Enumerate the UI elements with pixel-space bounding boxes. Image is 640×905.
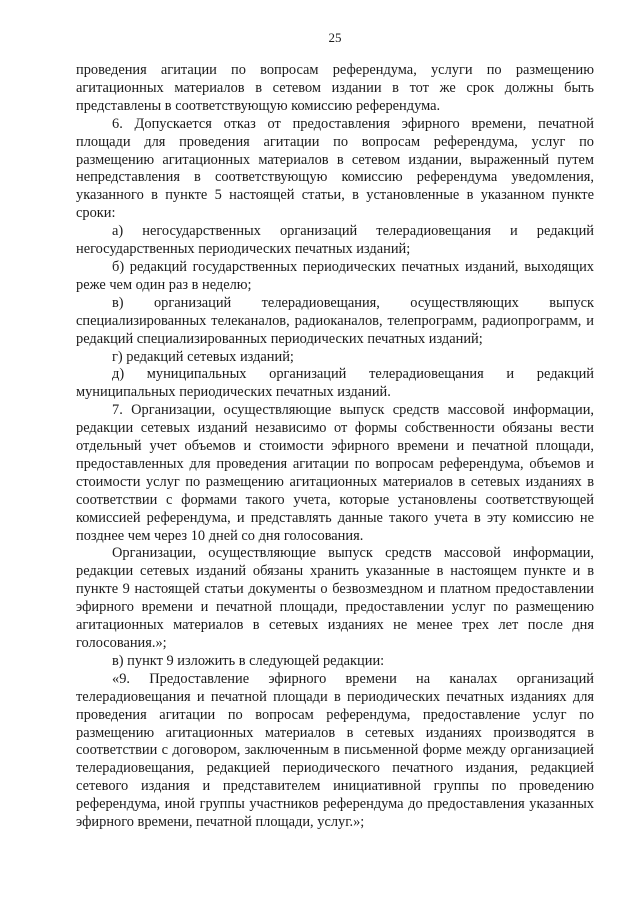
paragraph-continuation: проведения агитации по вопросам референдума, услуги по размещению агитационных материалов в сетевом издании в тот же срок должны быть представлены в соответствующую комиссию референдума. [76, 62, 594, 114]
paragraph-item-d: д) муниципальных организаций телерадиовещания и редакций муниципальных периодических печатных изданий. [76, 366, 594, 401]
paragraph-amendment-intro: в) пункт 9 изложить в следующей редакции: [112, 652, 385, 669]
paragraph-clause-9: «9. Предоставление эфирного времени на каналах организаций телерадиовещания и печатной площади в периодических печатных изданиях для проведения агитации по вопросам референдума, предоставление услуг по размещению агитационных материалов в сетевых изданиях производятся в соответствии с договором, заключенным в письменной форме между организацией телерадиовещания, редакцией периодического печатного издания, редакцией сетевого издания и представителем инициативной группы по проведению референдума, иной группы участников референдума до предоставления указанных эфирного времени, печатной площади, услуг.»; [76, 670, 594, 831]
page-number: 25 [328, 30, 342, 45]
paragraph-item-b: б) редакций государственных периодических печатных изданий, выходящих реже чем один раз в неделю; [76, 258, 594, 293]
document-body [76, 62, 594, 832]
paragraph-clause-7-cont: Организации, осуществляющие выпуск средств массовой информации, редакции сетевых изданий обязаны хранить указанные в настоящем пункте и в пункте 9 настоящей статьи документы о безвозмездном и платном предоставлении эфирного времени и печатной площади, предоставлении услуг по размещению агитационных материалов в сетевых изданиях не менее трех лет после дня голосования.»; [76, 545, 594, 651]
paragraph-item-v: в) организаций телерадиовещания, осуществляющих выпуск специализированных телеканалов, радиоканалов, телепрограмм, радиопрограмм, и редакций специализированных периодических печатных изданий; [76, 294, 594, 347]
paragraph-clause-7: 7. Организации, осуществляющие выпуск средств массовой информации, редакции сетевых изданий независимо от формы собственности обязаны вести отдельный учет объемов и стоимости эфирного времени и печатной площади, предоставленных для проведения агитации по вопросам референдума, объемов и стоимости услуг по размещению агитационных материалов в сетевых изданиях в соответствии с формами такого учета, которые установлены соответствующей комиссией референдума, и представлять данные такого учета в эту комиссию не позднее чем через 10 дней со дня голосования. [76, 402, 594, 544]
paragraph-item-a: а) негосударственных организаций телерадиовещания и редакций негосударственных периодических печатных изданий; [76, 223, 594, 258]
paragraph-clause-6: 6. Допускается отказ от предоставления эфирного времени, печатной площади для проведения агитации по вопросам референдума, услуг по размещению агитационных материалов в сетевом издании, выраженный путем непредставления в соответствующую комиссию референдума уведомления, указанного в пункте 5 настоящей статьи, в установленные в указанном пункте сроки: [76, 115, 594, 222]
paragraph-item-g: г) редакций сетевых изданий; [112, 348, 294, 365]
